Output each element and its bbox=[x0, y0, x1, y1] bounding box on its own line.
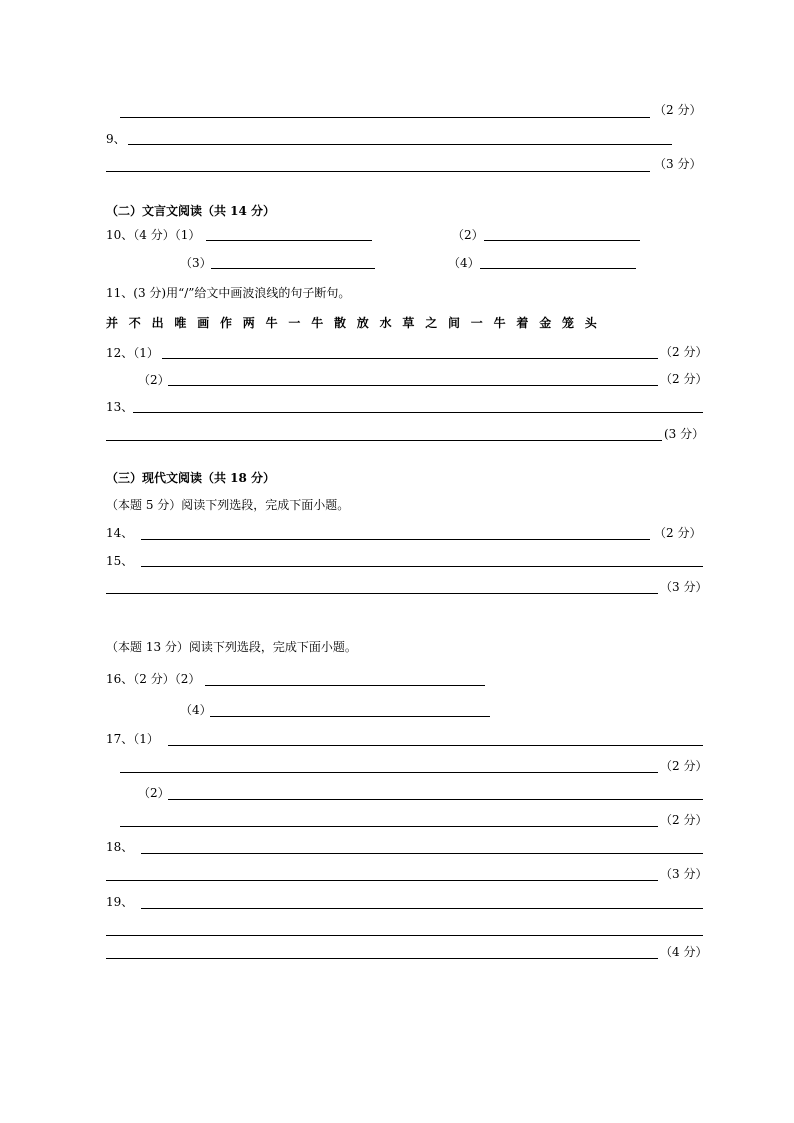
sentence-char: 并 bbox=[106, 316, 119, 330]
sentence-char: 作 bbox=[220, 316, 233, 330]
sentence-char: 不 bbox=[128, 316, 141, 330]
answer-line[interactable] bbox=[162, 358, 658, 359]
question-17-2: （2） bbox=[138, 786, 170, 800]
answer-line[interactable] bbox=[106, 440, 662, 441]
answer-line[interactable] bbox=[106, 593, 658, 594]
answer-line[interactable] bbox=[141, 853, 703, 854]
answer-line[interactable] bbox=[120, 772, 658, 773]
sentence-char: 着 bbox=[516, 316, 529, 330]
answer-line[interactable] bbox=[141, 566, 703, 567]
score-label: （2 分） bbox=[660, 372, 708, 386]
question-10-sub-2: （2） bbox=[452, 228, 484, 242]
answer-line[interactable] bbox=[168, 745, 703, 746]
sentence-char: 头 bbox=[584, 316, 597, 330]
score-label: (3 分） bbox=[664, 427, 705, 441]
score-label: （3 分） bbox=[660, 580, 708, 594]
question-14: 14、 bbox=[106, 526, 134, 540]
answer-line[interactable] bbox=[120, 826, 658, 827]
sentence-char: 画 bbox=[197, 316, 210, 330]
question-16-sub-4: （4） bbox=[180, 703, 212, 717]
sentence-char: 出 bbox=[151, 316, 164, 330]
sentence-char: 牛 bbox=[311, 316, 324, 330]
score-label: （2 分） bbox=[660, 813, 708, 827]
question-19: 19、 bbox=[106, 895, 134, 909]
sentence-char: 之 bbox=[425, 316, 438, 330]
answer-line[interactable] bbox=[205, 685, 485, 686]
answer-line[interactable] bbox=[168, 799, 703, 800]
section-title-classical: （二）文言文阅读（共 14 分） bbox=[106, 204, 276, 218]
answer-line[interactable] bbox=[141, 539, 650, 540]
score-label: （2 分） bbox=[654, 526, 702, 540]
sentence-char: 一 bbox=[288, 316, 301, 330]
passage-2-intro: （本题 13 分）阅读下列选段，完成下面小题。 bbox=[106, 640, 357, 654]
answer-line[interactable] bbox=[120, 117, 650, 118]
answer-line[interactable] bbox=[106, 171, 650, 172]
section-title-modern: （三）现代文阅读（共 18 分） bbox=[106, 471, 276, 485]
answer-line[interactable] bbox=[141, 908, 703, 909]
score-label: （2 分） bbox=[654, 103, 702, 117]
sentence-char: 笼 bbox=[562, 316, 575, 330]
question-15: 15、 bbox=[106, 554, 134, 568]
sentence-char: 牛 bbox=[265, 316, 278, 330]
answer-line[interactable] bbox=[106, 935, 703, 936]
question-11-instruction: 11、(3 分)用“/”给文中画波浪线的句子断句。 bbox=[106, 286, 351, 300]
question-10-sub-3: （3） bbox=[180, 256, 212, 270]
answer-line[interactable] bbox=[484, 240, 640, 241]
answer-line[interactable] bbox=[128, 144, 672, 145]
question-10-sub-4: （4） bbox=[448, 256, 480, 270]
score-label: （3 分） bbox=[654, 157, 702, 171]
question-12-2: （2） bbox=[138, 373, 170, 387]
answer-line[interactable] bbox=[206, 240, 372, 241]
question-number-9: 9、 bbox=[106, 132, 126, 146]
score-label: （4 分） bbox=[660, 945, 708, 959]
sentence-char: 水 bbox=[379, 316, 392, 330]
answer-line[interactable] bbox=[211, 268, 375, 269]
question-12-1: 12、（1） bbox=[106, 346, 159, 360]
question-10-label: 10、（4 分）（1） bbox=[106, 228, 201, 242]
sentence-char: 散 bbox=[334, 316, 347, 330]
answer-line[interactable] bbox=[210, 716, 490, 717]
answer-line[interactable] bbox=[106, 958, 658, 959]
sentence-char: 金 bbox=[539, 316, 552, 330]
score-label: （2 分） bbox=[660, 759, 708, 773]
answer-line[interactable] bbox=[133, 412, 703, 413]
question-18: 18、 bbox=[106, 840, 134, 854]
sentence-char: 牛 bbox=[493, 316, 506, 330]
answer-line[interactable] bbox=[480, 268, 636, 269]
sentence-char: 间 bbox=[448, 316, 461, 330]
question-16-label: 16、（2 分）（2） bbox=[106, 672, 201, 686]
question-17-1: 17、（1） bbox=[106, 732, 159, 746]
score-label: （3 分） bbox=[660, 867, 708, 881]
sentence-char: 一 bbox=[470, 316, 483, 330]
passage-1-intro: （本题 5 分）阅读下列选段，完成下面小题。 bbox=[106, 498, 350, 512]
sentence-char: 两 bbox=[242, 316, 255, 330]
answer-line[interactable] bbox=[106, 880, 658, 881]
question-13: 13、 bbox=[106, 400, 134, 414]
sentence-char: 唯 bbox=[174, 316, 187, 330]
sentence-char: 放 bbox=[356, 316, 369, 330]
score-label: （2 分） bbox=[660, 345, 708, 359]
sentence-char: 草 bbox=[402, 316, 415, 330]
answer-line[interactable] bbox=[168, 385, 658, 386]
